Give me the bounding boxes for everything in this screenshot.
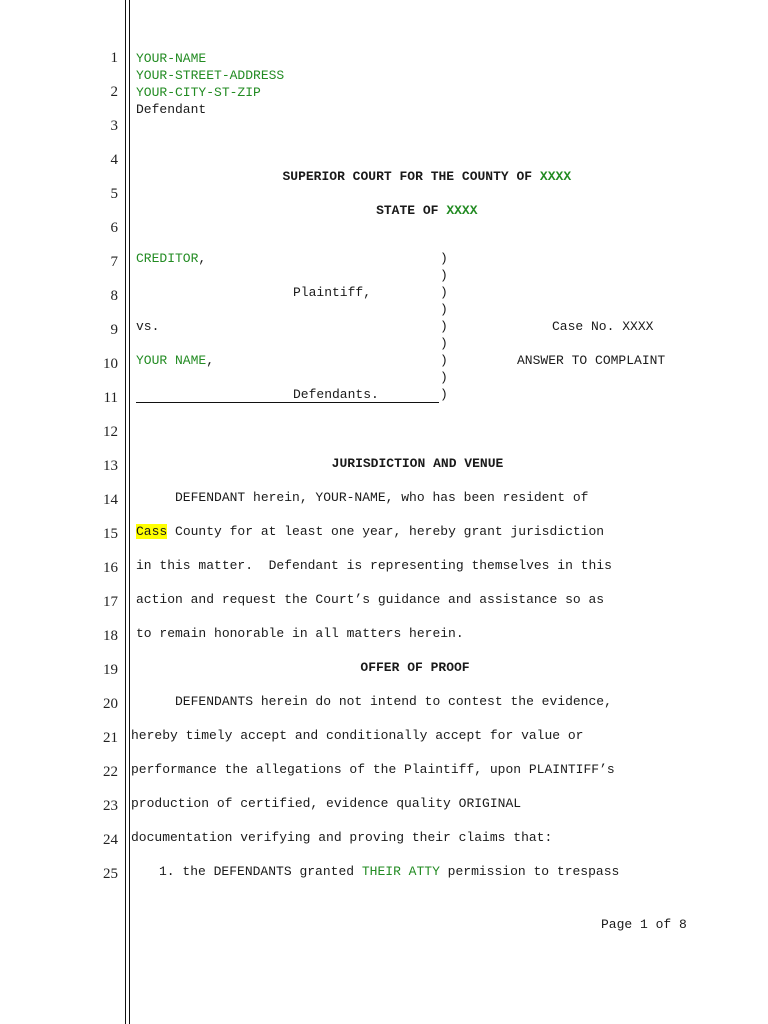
line-number: 15 [103,526,118,542]
creditor-name: CREDITOR [136,251,199,266]
court-county: XXXX [539,169,572,184]
body-line: documentation verifying and proving their claims that: [131,830,553,845]
section-heading-jurisdiction: JURISDICTION AND VENUE [331,456,504,471]
body-line: to remain honorable in all matters herein. [136,626,464,641]
case-number: Case No. XXXX [552,319,654,334]
line-number: 14 [103,492,118,508]
section-heading-offer-of-proof: OFFER OF PROOF [360,660,470,675]
body-line: in this matter. Defendant is representing themselves in this [136,558,612,573]
caption-underline [136,402,439,403]
body-line: DEFENDANT herein, YOUR-NAME, who has been resident of [136,490,589,505]
caption-paren: ) [440,302,448,317]
body-line: DEFENDANTS herein do not intend to contest the evidence, [136,694,612,709]
caption-paren: ) [440,336,448,351]
caption-vs: vs. [136,319,160,334]
body-line: performance the allegations of the Plaintiff, upon PLAINTIFF’s [131,762,615,777]
header-city: YOUR-CITY-ST-ZIP [136,85,261,100]
line-number: 12 [103,424,118,440]
caption-paren: ) [440,370,448,385]
line-number: 17 [103,594,118,610]
court-title-prefix: SUPERIOR COURT FOR THE COUNTY OF [282,169,533,184]
court-state [0,185,768,219]
list-item-text-end: permission to trespass [439,864,620,879]
line-number: 6 [110,220,118,236]
caption-paren: ) [440,251,448,266]
list-item-green: THEIR ATTY [361,864,440,879]
header-role: Defendant [136,102,207,117]
line-number: 8 [110,288,118,304]
creditor-comma: , [198,251,207,266]
list-item-text: the DEFENDANTS granted [182,864,362,879]
body-line: hereby timely accept and conditionally accept for value or [131,728,584,743]
caption-paren: ) [440,285,448,300]
line-number: 10 [103,356,118,372]
court-state-value: XXXX [446,203,478,218]
caption-plaintiff-label: Plaintiff, [293,285,372,300]
line-number: 7 [110,254,118,270]
line-number: 18 [103,628,118,644]
line-number: 16 [103,560,118,576]
caption-paren: ) [440,319,448,334]
court-title [0,151,768,185]
caption-paren: ) [440,268,448,283]
body-line [136,523,604,540]
body-line: action and request the Court’s guidance and assistance so as [136,592,605,607]
line-number: 22 [103,764,118,780]
line-number: 24 [103,832,118,848]
county-highlight: Cass [136,524,168,539]
body-line: production of certified, evidence quality ORIGINAL [131,796,522,811]
body-line-rest: County for at least one year, hereby grant jurisdiction [167,524,605,539]
line-number: 5 [110,186,118,202]
line-number: 2 [110,84,118,100]
court-state-prefix: STATE OF [376,203,439,218]
line-number: 13 [103,458,118,474]
list-item [159,863,619,880]
defendant-name: YOUR NAME [136,353,207,368]
list-item-number: 1. [159,864,175,879]
line-number: 3 [110,118,118,134]
line-number: 11 [103,390,118,406]
caption-paren: ) [440,353,448,368]
line-number: 23 [103,798,118,814]
page-number: Page 1 of 8 [601,917,687,932]
line-number: 25 [103,866,118,882]
defendant-comma: , [206,353,215,368]
caption-paren: ) [440,387,448,402]
line-number: 4 [110,152,118,168]
line-number: 9 [110,322,118,338]
header-name: YOUR-NAME [136,51,207,66]
caption-creditor [136,250,206,267]
line-number: 21 [103,730,118,746]
header-street: YOUR-STREET-ADDRESS [136,68,285,83]
document-title: ANSWER TO COMPLAINT [517,353,666,368]
line-number: 1 [110,50,118,66]
caption-defendant [136,352,214,369]
line-number: 20 [103,696,118,712]
caption-defendants-label: Defendants. [293,387,379,402]
line-number: 19 [103,662,118,678]
